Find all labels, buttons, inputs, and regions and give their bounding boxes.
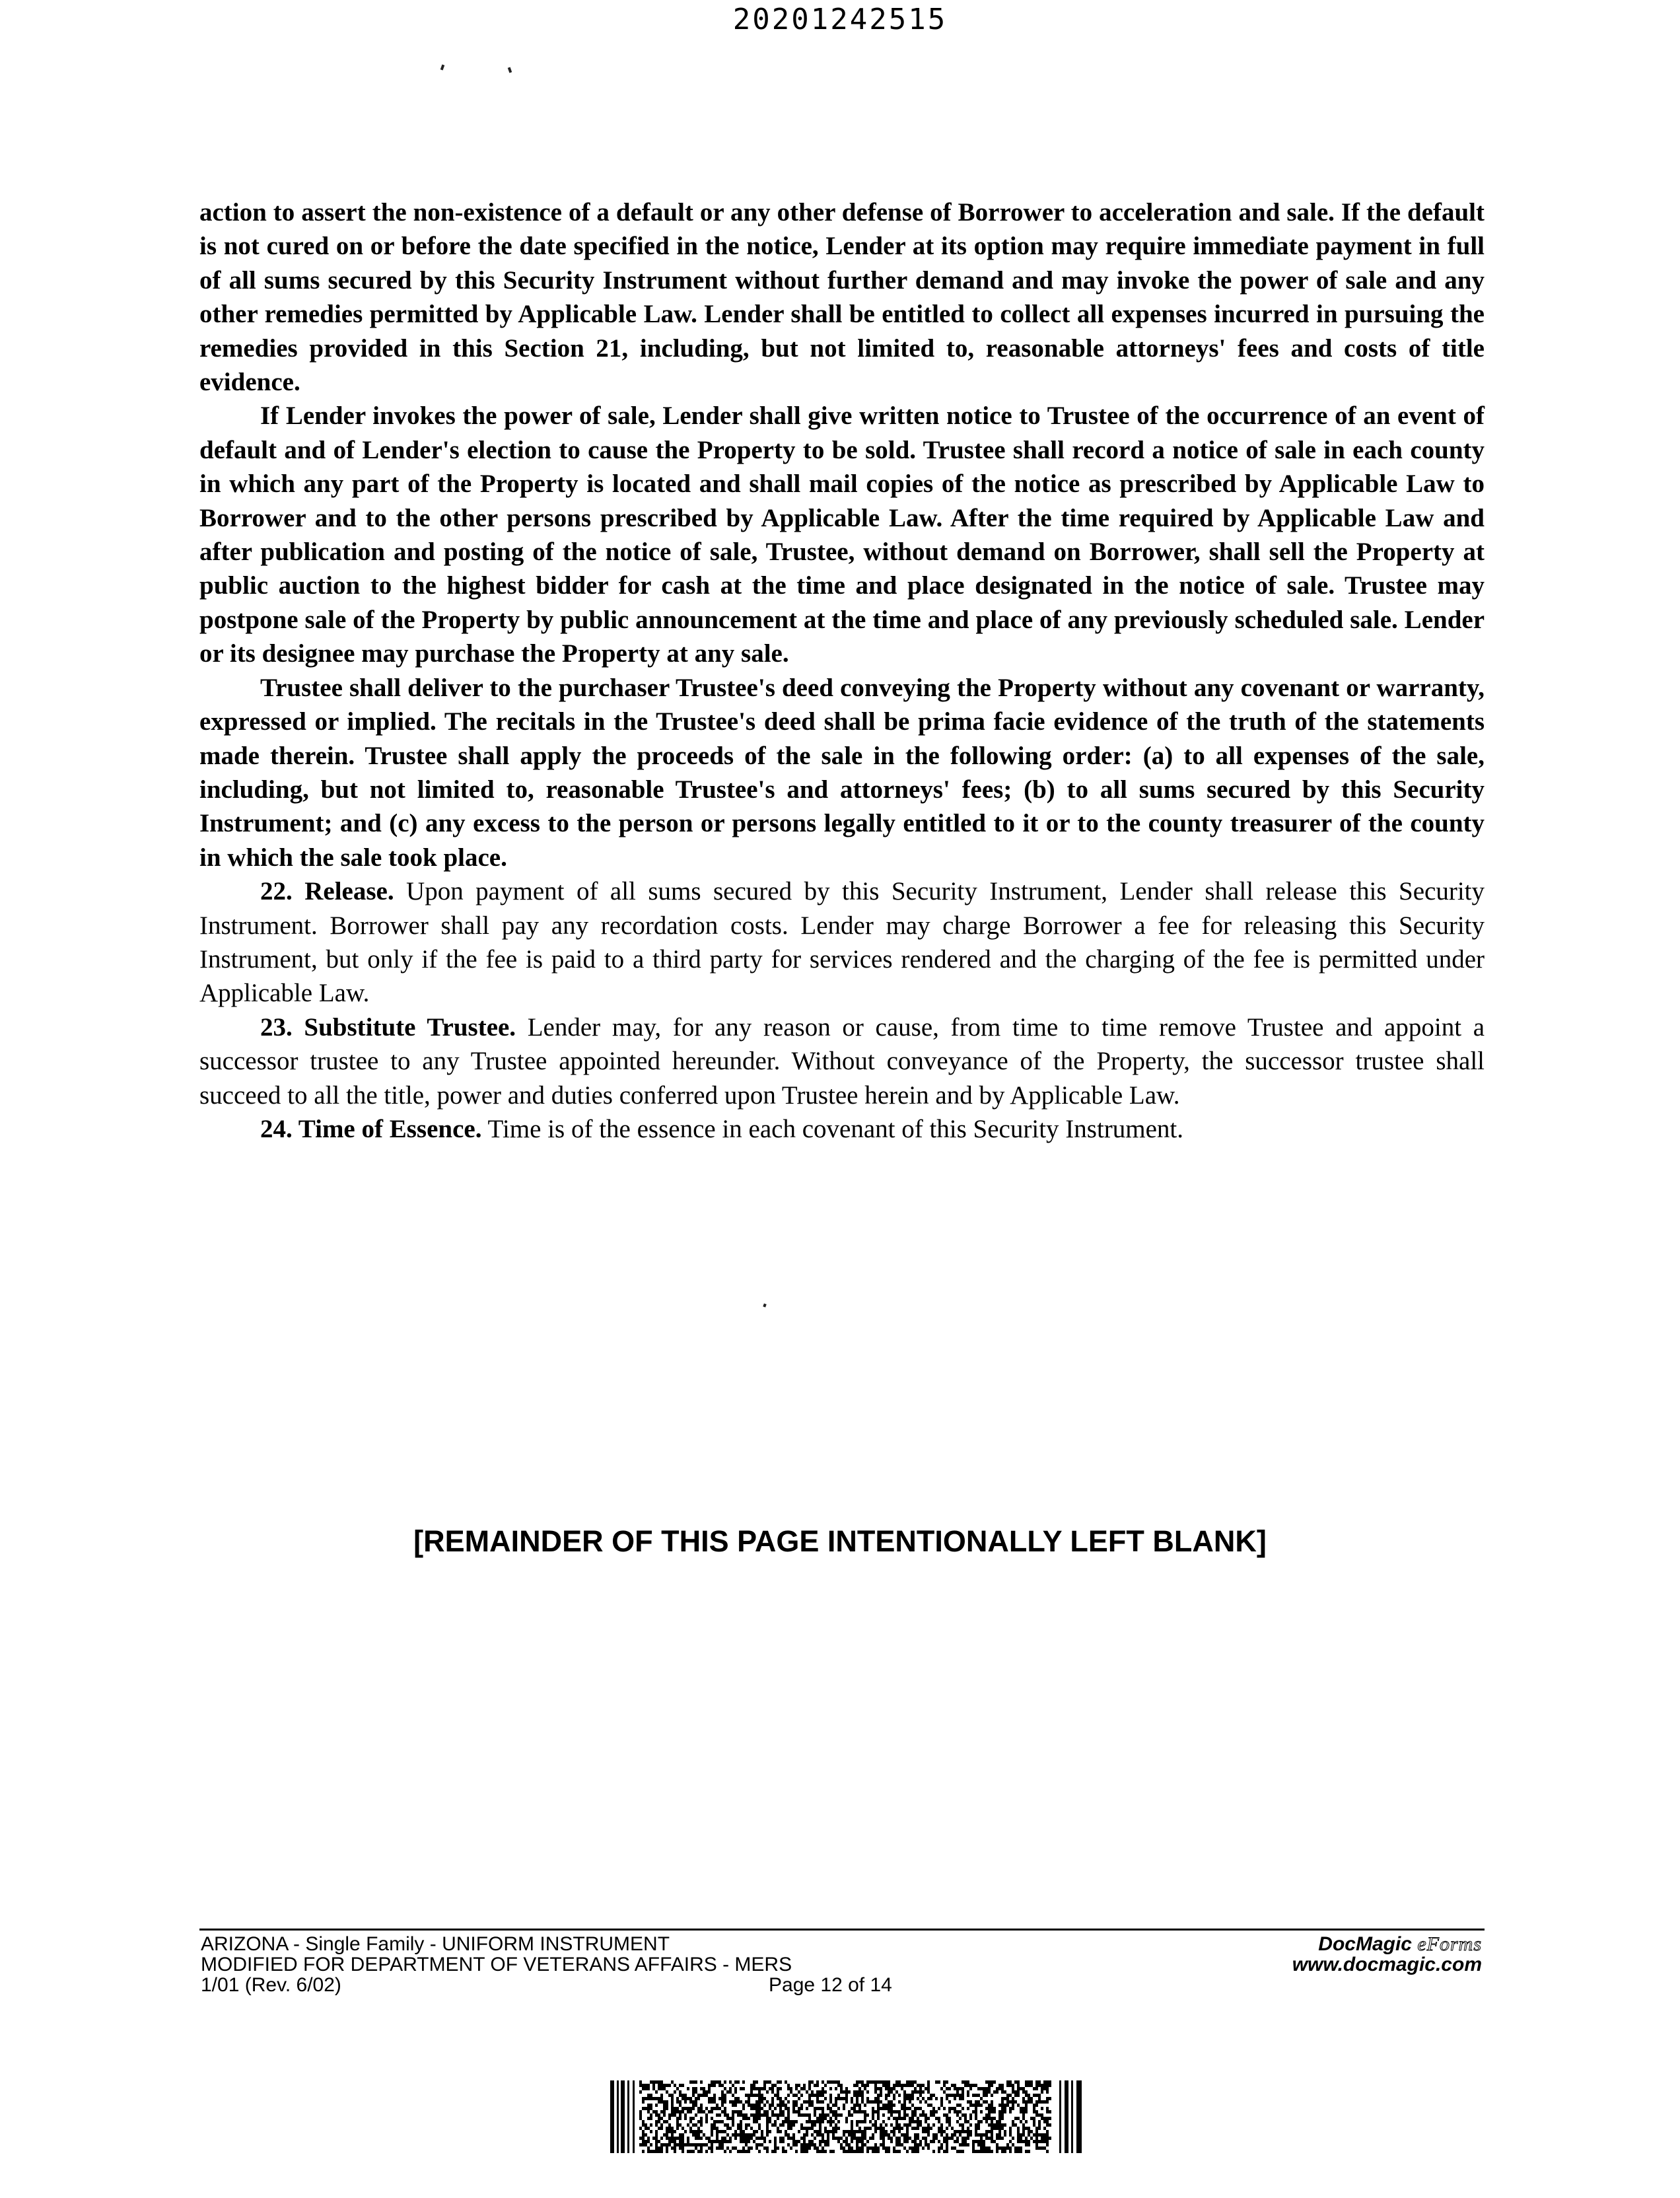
brand-name: DocMagic (1318, 1933, 1412, 1955)
section-heading: 23. Substitute Trustee. (260, 1012, 516, 1042)
paragraph-text: Lender may, for any reason or cause, from time to time remove Trustee and appoint a successor trustee to any Trustee appointed hereunder. Without conveyance of the Property, the successor trustee shall succeed to all the title, power and duties conferred upon Trustee herein and by Applicable Law. (199, 1012, 1485, 1110)
footer-brand (1292, 1934, 1482, 1975)
barcode-pattern (639, 2080, 1051, 2153)
recording-number: 20201242515 (732, 3, 948, 36)
scan-speck (763, 1303, 766, 1307)
brand-suffix: eForms (1417, 1933, 1482, 1955)
brand-logo (1292, 1934, 1482, 1954)
paragraph-text: action to assert the non-existence of a default or any other defense of Borrower to acceleration and sale. If the default is not cured on or before the date specified in the notice, Lender at its option may require immediate payment in full of all sums secured by this Security Instrument without further demand and may invoke the power of sale and any other remedies permitted by Applicable Law. Lender shall be entitled to collect all expenses incurred in pursuing the remedies provided in this Section 21, including, but not limited to, reasonable attorneys' fees and costs of title evidence. (199, 198, 1485, 397)
footer-form-info (201, 1934, 960, 1995)
brand-website: www.docmagic.com (1292, 1954, 1482, 1975)
scan-speck (508, 67, 512, 73)
paragraph-text: If Lender invokes the power of sale, Lender shall give written notice to Trustee of the occurrence of an event of default and of Lender's election to cause the Property to be sold. Trustee shall record a notice of sale in each county in which any part of the Property is located and shall mail copies of the notice as prescribed by Applicable Law to Borrower and to the other persons prescribed by Applicable Law. After the time required by Applicable Law and after publication and posting of the notice of sale, Trustee, without demand on Borrower, shall sell the Property at public auction to the highest bidder for cash at the time and place designated in the notice of sale. Trustee may postpone sale of the Property by public announcement at the time and place of any previously scheduled sale. Lender or its designee may purchase the Property at any sale. (199, 402, 1485, 668)
scan-speck (440, 65, 444, 71)
section-heading: 22. Release. (260, 877, 394, 906)
document-body (199, 195, 1485, 1146)
paragraph-text: Upon payment of all sums secured by this Security Instrument, Lender shall release this Security Instrument. Borrower shall pay any recordation costs. Lender may charge Borrower a fee for releasing this Security Instrument, but only if the fee is paid to a third party for services rendered and the charging of the fee is permitted under Applicable Law. (199, 877, 1485, 1008)
footer-form-modification: MODIFIED FOR DEPARTMENT OF VETERANS AFFAIRS - MERS (201, 1954, 792, 1975)
paragraph-substitute-trustee (199, 1010, 1485, 1112)
paragraph-section-21-continued (199, 195, 1485, 399)
intentionally-blank-notice: [REMAINDER OF THIS PAGE INTENTIONALLY LEFT BLANK] (413, 1524, 1267, 1558)
paragraph-trustee-deed (199, 671, 1485, 874)
paragraph-power-of-sale (199, 399, 1485, 670)
barcode-icon (610, 2080, 1086, 2153)
section-heading: 24. Time of Essence. (260, 1114, 482, 1143)
footer-divider (199, 1929, 1485, 1931)
footer-form-title: ARIZONA - Single Family - UNIFORM INSTRUMENT (201, 1933, 670, 1955)
paragraph-time-of-essence (199, 1112, 1485, 1146)
footer-revision: 1/01 (Rev. 6/02) (201, 1974, 341, 1996)
paragraph-text: Time is of the essence in each covenant of this Security Instrument. (487, 1114, 1183, 1143)
page-number: Page 12 of 14 (769, 1974, 892, 1996)
footer-revision-row (201, 1975, 960, 1995)
paragraph-release (199, 874, 1485, 1010)
paragraph-text: Trustee shall deliver to the purchaser Trustee's deed conveying the Property without any covenant or warranty, expressed or implied. The recitals in the Trustee's deed shall be prima facie evidence of the truth of the statements made therein. Trustee shall apply the proceeds of the sale in the following order: (a) to all expenses of the sale, including, but not limited to, reasonable Trustee's and attorneys' fees; (b) to all sums secured by this Security Instrument; and (c) any excess to the person or persons legally entitled to it or to the county treasurer of the county in which the sale took place. (199, 673, 1485, 872)
